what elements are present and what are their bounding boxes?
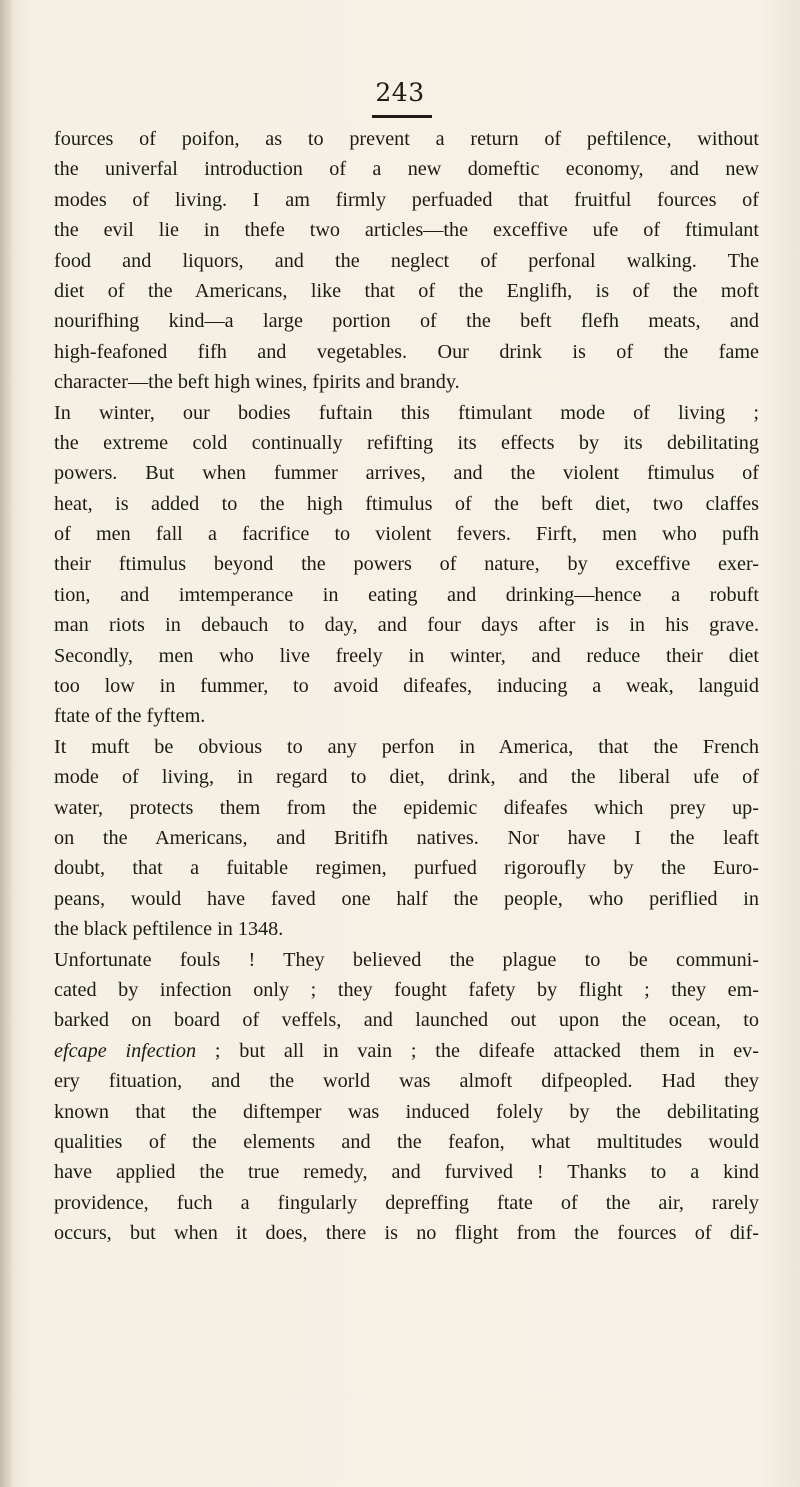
text-line: peans, would have faved one half the people, who periflied in [54,887,759,910]
text-line: efcape infection ; but all in vain ; the difeafe attacked them in ev- [54,1039,759,1062]
text-line: too low in fummer, to avoid difeafes, inducing a weak, languid [54,675,759,698]
page-number-rule [372,115,432,118]
text-line: their ftimulus beyond the powers of nature, by exceffive exer- [54,553,759,576]
text-line: high-feafoned fifh and vegetables. Our drink is of the fame [54,340,759,363]
text-line: tion, and imtemperance in eating and drinking—hence a robuft [54,583,759,606]
text-line: the evil lie in thefe two articles—the exceffive ufe of ftimulant [54,219,759,242]
text-line: mode of living, in regard to diet, drink, and the liberal ufe of [54,766,759,789]
text-line: providence, fuch a fingularly depreffing ftate of the air, rarely [54,1191,759,1214]
text-line: powers. But when fummer arrives, and the violent ftimulus of [54,462,759,485]
text-line: It muft be obvious to any perfon in America, that the French [54,735,759,758]
text-line: In winter, our bodies fuftain this ftimulant mode of living ; [54,401,759,424]
text-line: the black peftilence in 1348. [54,918,284,941]
page-number: 243 [375,78,425,107]
text-line: food and liquors, and the neglect of perfonal walking. The [54,249,759,272]
text-line: diet of the Americans, like that of the Englifh, is of the moft [54,279,759,302]
text-line: Unfortunate fouls ! They believed the plague to be communi- [54,948,759,971]
text-line: of men fall a facrifice to violent fevers. Firft, men who pufh [54,523,759,546]
text-line: have applied the true remedy, and furvived ! Thanks to a kind [54,1161,759,1184]
text-line: water, protects them from the epidemic difeafes which prey up- [54,796,759,819]
text-line: qualities of the elements and the feafon, what multitudes would [54,1130,759,1153]
text-line: barked on board of veffels, and launched out upon the ocean, to [54,1009,759,1032]
text-line: the univerfal introduction of a new domeftic economy, and new [54,158,759,181]
text-line: fources of poifon, as to prevent a return of peftilence, without [54,128,759,150]
text-line: ftate of the fyftem. [54,705,206,728]
text-line: nourifhing kind—a large portion of the beft flefh meats, and [54,310,759,333]
text-line: man riots in debauch to day, and four days after is in his grave. [54,614,759,637]
text-line: modes of living. I am firmly perfuaded that fruitful fources of [54,188,759,211]
text-line: character—the beft high wines, fpirits and brandy. [54,371,460,394]
spine-shadow [0,0,14,1487]
text-line: on the Americans, and Britifh natives. Nor have I the leaft [54,826,759,849]
text-line: doubt, that a fuitable regimen, purfued rigoroufly by the Euro- [54,857,759,880]
text-line: the extreme cold continually refifting its effects by its debilitating [54,431,759,454]
text-line: cated by infection only ; they fought fafety by flight ; they em- [54,978,759,1001]
text-line: known that the diftemper was induced folely by the debilitating [54,1100,759,1123]
text-line: heat, is added to the high ftimulus of the beft diet, two claffes [54,492,759,515]
text-line: Secondly, men who live freely in winter, and reduce their diet [54,644,759,667]
text-line: occurs, but when it does, there is no flight from the fources of dif- [54,1222,759,1245]
text-line: ery fituation, and the world was almoft difpeopled. Had they [54,1070,759,1093]
body-text [54,124,759,1248]
